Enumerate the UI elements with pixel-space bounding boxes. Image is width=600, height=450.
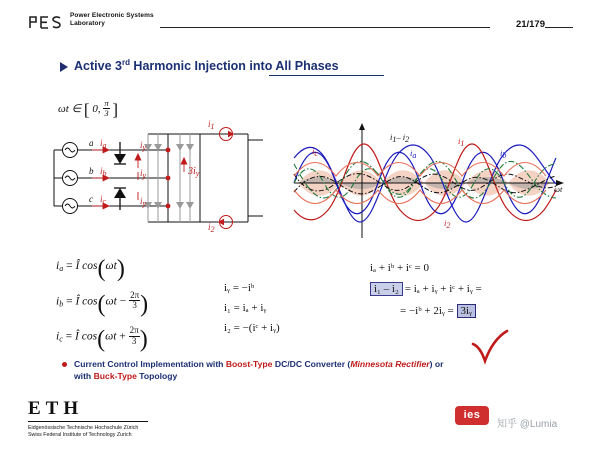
- omega-range-upper-den: 3: [104, 107, 109, 118]
- equation-ia: $i_a$ = Î cos(ωt): [56, 256, 125, 282]
- title-underline: [269, 75, 384, 76]
- triangle-right-icon: [60, 62, 68, 72]
- bullet-boost-type: Boost-Type: [225, 359, 273, 369]
- wave-label-ia: ia: [410, 148, 417, 160]
- highlighted-result-3iy: 3iᵧ: [457, 304, 476, 318]
- equation-ic: $i_c$ = Î cos(ωt + $\frac{2\pi}{3}$ ): [56, 325, 148, 353]
- eth-subtitle-line-1: Eidgenössische Technische Hochschule Zürich: [28, 425, 139, 431]
- omega-range-expression: ωt ∈ [ 0, $\frac{\pi}{3}$ ]: [58, 98, 119, 119]
- circuit-label-3iy: $3i_y$: [188, 166, 200, 178]
- omega-range-open-bracket: [: [83, 99, 90, 119]
- title-superscript: rd: [121, 58, 130, 67]
- header-rule-right: [545, 27, 573, 28]
- title-part-2: Harmonic Injection into All Phases: [129, 59, 339, 74]
- bullet-minnesota-rectifier: Minnesota Rectifier: [350, 359, 430, 369]
- omega-range-variable: ωt ∈: [58, 102, 82, 115]
- equation-result-lhs: = −iᵇ + 2iᵧ =: [400, 305, 454, 317]
- bullet-seg-1: Current Control Implementation with: [74, 359, 226, 369]
- eth-subtitle: [28, 425, 148, 439]
- pes-logo-icon: [28, 14, 68, 30]
- equation-iy: iᵧ = −iᵇ: [224, 282, 255, 294]
- wave-label-ic: ic: [312, 146, 318, 158]
- circuit-label-phase-b: b: [89, 166, 94, 176]
- slide-header: [0, 0, 600, 40]
- eth-wordmark: ETH: [28, 398, 84, 419]
- circuit-diagram: [48, 118, 288, 248]
- bullet-text: [74, 358, 544, 382]
- eth-logo: [28, 398, 148, 439]
- equation-i1-minus-i2: [370, 282, 570, 296]
- eth-rule: [28, 421, 148, 422]
- wave-label-i2: i2: [444, 218, 451, 230]
- omega-range-upper: [103, 99, 109, 118]
- bullet-seg-3: DC/DC Converter (: [272, 359, 351, 369]
- wave-label-i1: i1: [458, 136, 465, 148]
- title-part-1: Active 3: [74, 59, 122, 74]
- org-line-2: Laboratory: [70, 20, 105, 27]
- omega-range-lower: 0: [92, 102, 98, 115]
- bullet-dot-icon: [62, 362, 67, 367]
- header-rule: [160, 27, 490, 28]
- org-line-1: Power Electronic Systems: [70, 12, 154, 19]
- circuit-label-phase-c: c: [89, 194, 93, 204]
- bullet-line2-seg-1: with: [74, 371, 94, 381]
- wave-label-i1-minus-i2: i1– i2: [390, 132, 410, 144]
- bullet-line2-seg-2: Topology: [136, 371, 178, 381]
- equations-right: [370, 262, 570, 326]
- equations-middle: [224, 282, 364, 342]
- page-title: [74, 58, 339, 73]
- circuit-label-ia: ia: [100, 138, 107, 150]
- equation-result: [400, 304, 570, 318]
- org-name: [70, 12, 154, 28]
- circuit-label-i1: i1: [208, 119, 215, 131]
- circuit-label-i2: i2: [208, 222, 215, 234]
- circuit-label-iy-mid: iy: [140, 168, 147, 180]
- page-number: 21/179: [515, 19, 545, 30]
- equation-ib: $i_b$ = Î cos(ωt − $\frac{2\pi}{3}$ ): [56, 290, 149, 318]
- circuit-label-phase-a: a: [89, 138, 94, 148]
- title-row: [60, 58, 560, 80]
- circuit-label-iy-bot: iy: [140, 196, 147, 208]
- equation-sum-zero: iₐ + iᵇ + iᶜ = 0: [370, 262, 430, 274]
- watermark: 知乎 @Lumia: [497, 419, 558, 430]
- highlighted-term-i1-i2: i₁ – i₂: [370, 282, 403, 296]
- ies-badge: ies: [455, 406, 489, 425]
- omega-range-close-bracket: ]: [112, 99, 119, 119]
- bullet-buck-type: Buck-Type: [93, 371, 137, 381]
- circuit-label-ib: ib: [100, 166, 107, 178]
- equation-i2: i₂ = −(iᶜ + iᵧ): [224, 322, 280, 334]
- circuit-label-ic: ic: [100, 194, 107, 206]
- equation-i1-minus-i2-rest: = iₐ + iᵧ + iᶜ + iᵧ =: [404, 283, 482, 295]
- circuit-label-iy-top: iy: [140, 140, 147, 152]
- wave-label-ib: ib: [500, 148, 507, 160]
- bullet-seg-5: ) or: [429, 359, 444, 369]
- eth-subtitle-line-2: Swiss Federal Institute of Technology Zurich: [28, 432, 132, 438]
- equation-i1: i₁ = iₐ + iᵧ: [224, 302, 267, 314]
- omega-range-upper-num: π: [104, 98, 109, 108]
- equations-left: [56, 256, 236, 362]
- wave-axis-label: ωt: [554, 184, 563, 194]
- waveform-plot: [288, 118, 568, 248]
